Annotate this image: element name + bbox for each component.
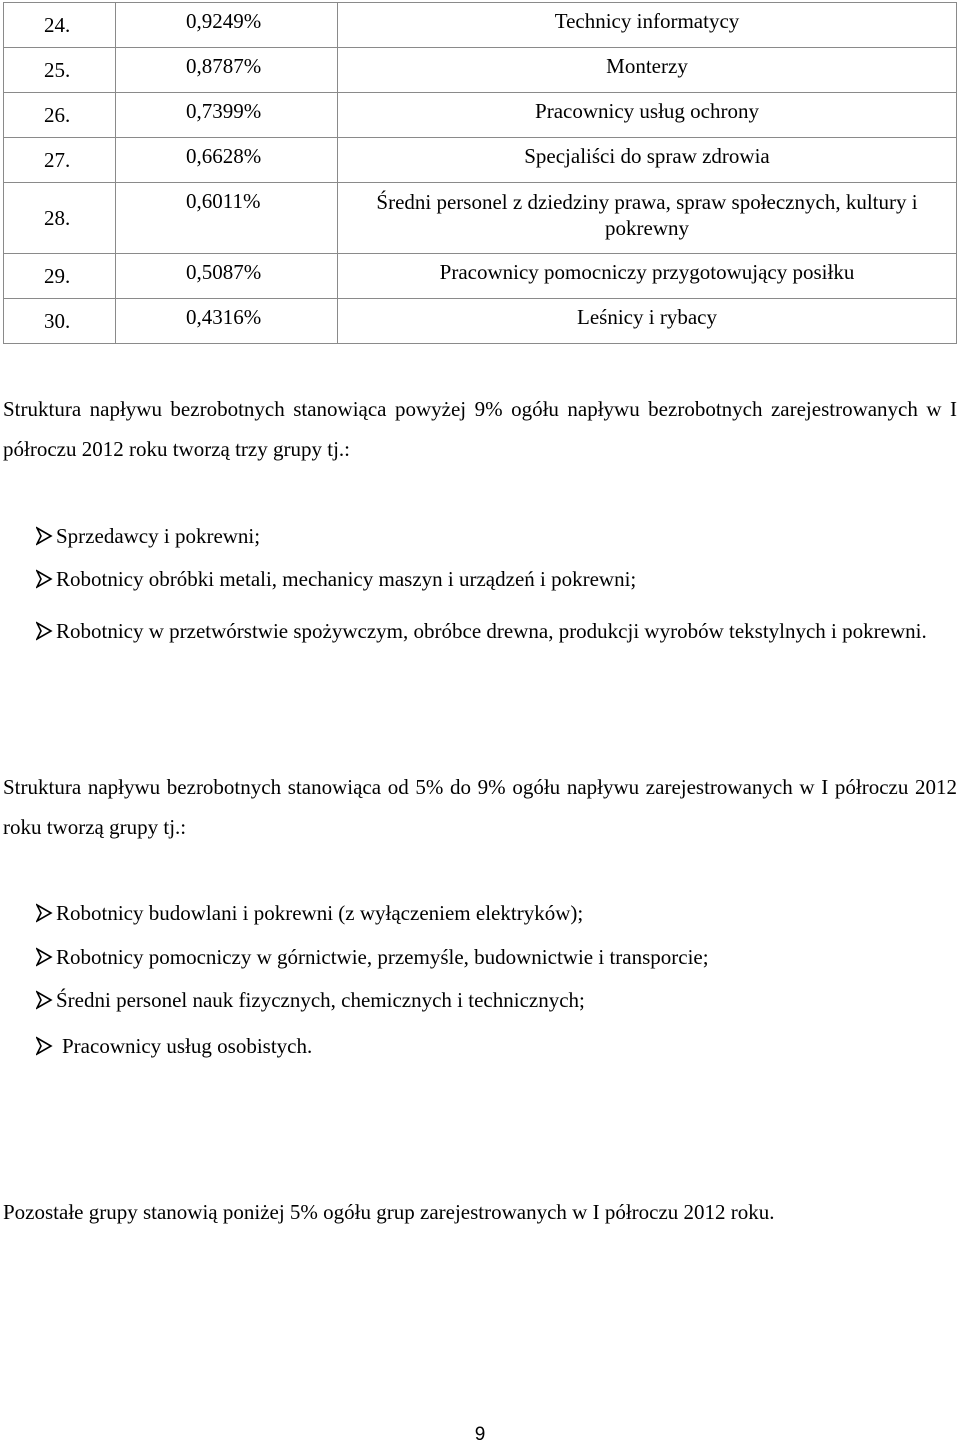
section-2-bullet-list-3 [36,988,957,1012]
list-item-text: Robotnicy obróbki metali, mechanicy maszyn i urządzeń i pokrewni; [56,567,637,591]
row-number: 27. [4,138,116,183]
list-item-text: Robotnicy pomocniczy w górnictwie, przemyśle, budownictwie i transporcie; [56,945,709,969]
row-occupation [338,183,957,254]
section-1-bullet-list-3 [36,611,957,651]
row-occupation: Leśnicy i rybacy [338,299,957,344]
section-2-bullet-list [36,901,957,925]
row-percentage: 0,4316% [116,299,338,344]
section-2-bullet-list-4 [36,1034,957,1058]
table-row [4,138,957,183]
arrowhead-bullet-icon [36,567,56,591]
list-item [36,1034,957,1058]
arrowhead-bullet-icon [36,945,56,969]
row-number: 29. [4,254,116,299]
section-2-paragraph: Struktura napływu bezrobotnych stanowiąca od 5% do 9% ogółu napływu zarejestrowanych w I półroczu 2012 roku tworzą grupy tj.: [3,775,957,839]
list-item-text: Robotnicy budowlani i pokrewni (z wyłączeniem elektryków); [56,901,584,925]
list-item [36,567,957,591]
row-percentage: 0,9249% [116,3,338,48]
table-row [4,254,957,299]
row-percentage: 0,8787% [116,48,338,93]
list-item [36,945,957,969]
row-occupation: Pracownicy usług ochrony [338,93,957,138]
row-percentage: 0,6628% [116,138,338,183]
row-number: 24. [4,3,116,48]
table-row [4,48,957,93]
list-item [36,988,957,1012]
occupation-table [3,2,957,344]
table-row [4,183,957,254]
table-row [4,299,957,344]
arrowhead-bullet-icon [36,524,56,548]
table-row [4,93,957,138]
section-1-bullet-list [36,524,957,548]
row-occupation: Monterzy [338,48,957,93]
row-number: 28. [4,183,116,254]
row-percentage: 0,5087% [116,254,338,299]
list-item-text: Pracownicy usług osobistych. [62,1034,313,1058]
row-number: 25. [4,48,116,93]
closing-paragraph: Pozostałe grupy stanowią poniżej 5% ogółu grup zarejestrowanych w I półroczu 2012 roku. [3,1200,775,1224]
row-percentage: 0,6011% [116,183,338,254]
section-1-paragraph: Struktura napływu bezrobotnych stanowiąca powyżej 9% ogółu napływu bezrobotnych zarejestrowanych w I półroczu 2012 roku tworzą trzy grupy tj.: [3,397,957,461]
row-occupation-text: Średni personel z dziedziny prawa, spraw społecznych, kultury i pokrewny [376,190,918,240]
page-number: 9 [474,1424,486,1445]
row-percentage: 0,7399% [116,93,338,138]
list-item [36,611,957,651]
table-row [4,3,957,48]
section-2-bullet-list-2 [36,945,957,969]
section-1-bullet-list-2 [36,567,957,591]
list-item-text: Średni personel nauk fizycznych, chemicznych i technicznych; [56,988,585,1012]
arrowhead-bullet-icon [36,988,56,1012]
row-occupation: Pracownicy pomocniczy przygotowujący posiłku [338,254,957,299]
list-item [36,901,957,925]
list-item-text: Sprzedawcy i pokrewni; [56,524,261,548]
list-item-text: Robotnicy w przetwórstwie spożywczym, obróbce drewna, produkcji wyrobów tekstylnych i pokrewni. [56,619,927,643]
arrowhead-bullet-icon [36,901,56,925]
row-number: 26. [4,93,116,138]
arrowhead-bullet-icon [36,1034,56,1058]
list-item [36,524,957,548]
row-occupation: Technicy informatycy [338,3,957,48]
arrowhead-bullet-icon [36,619,56,643]
row-number: 30. [4,299,116,344]
row-occupation: Specjaliści do spraw zdrowia [338,138,957,183]
